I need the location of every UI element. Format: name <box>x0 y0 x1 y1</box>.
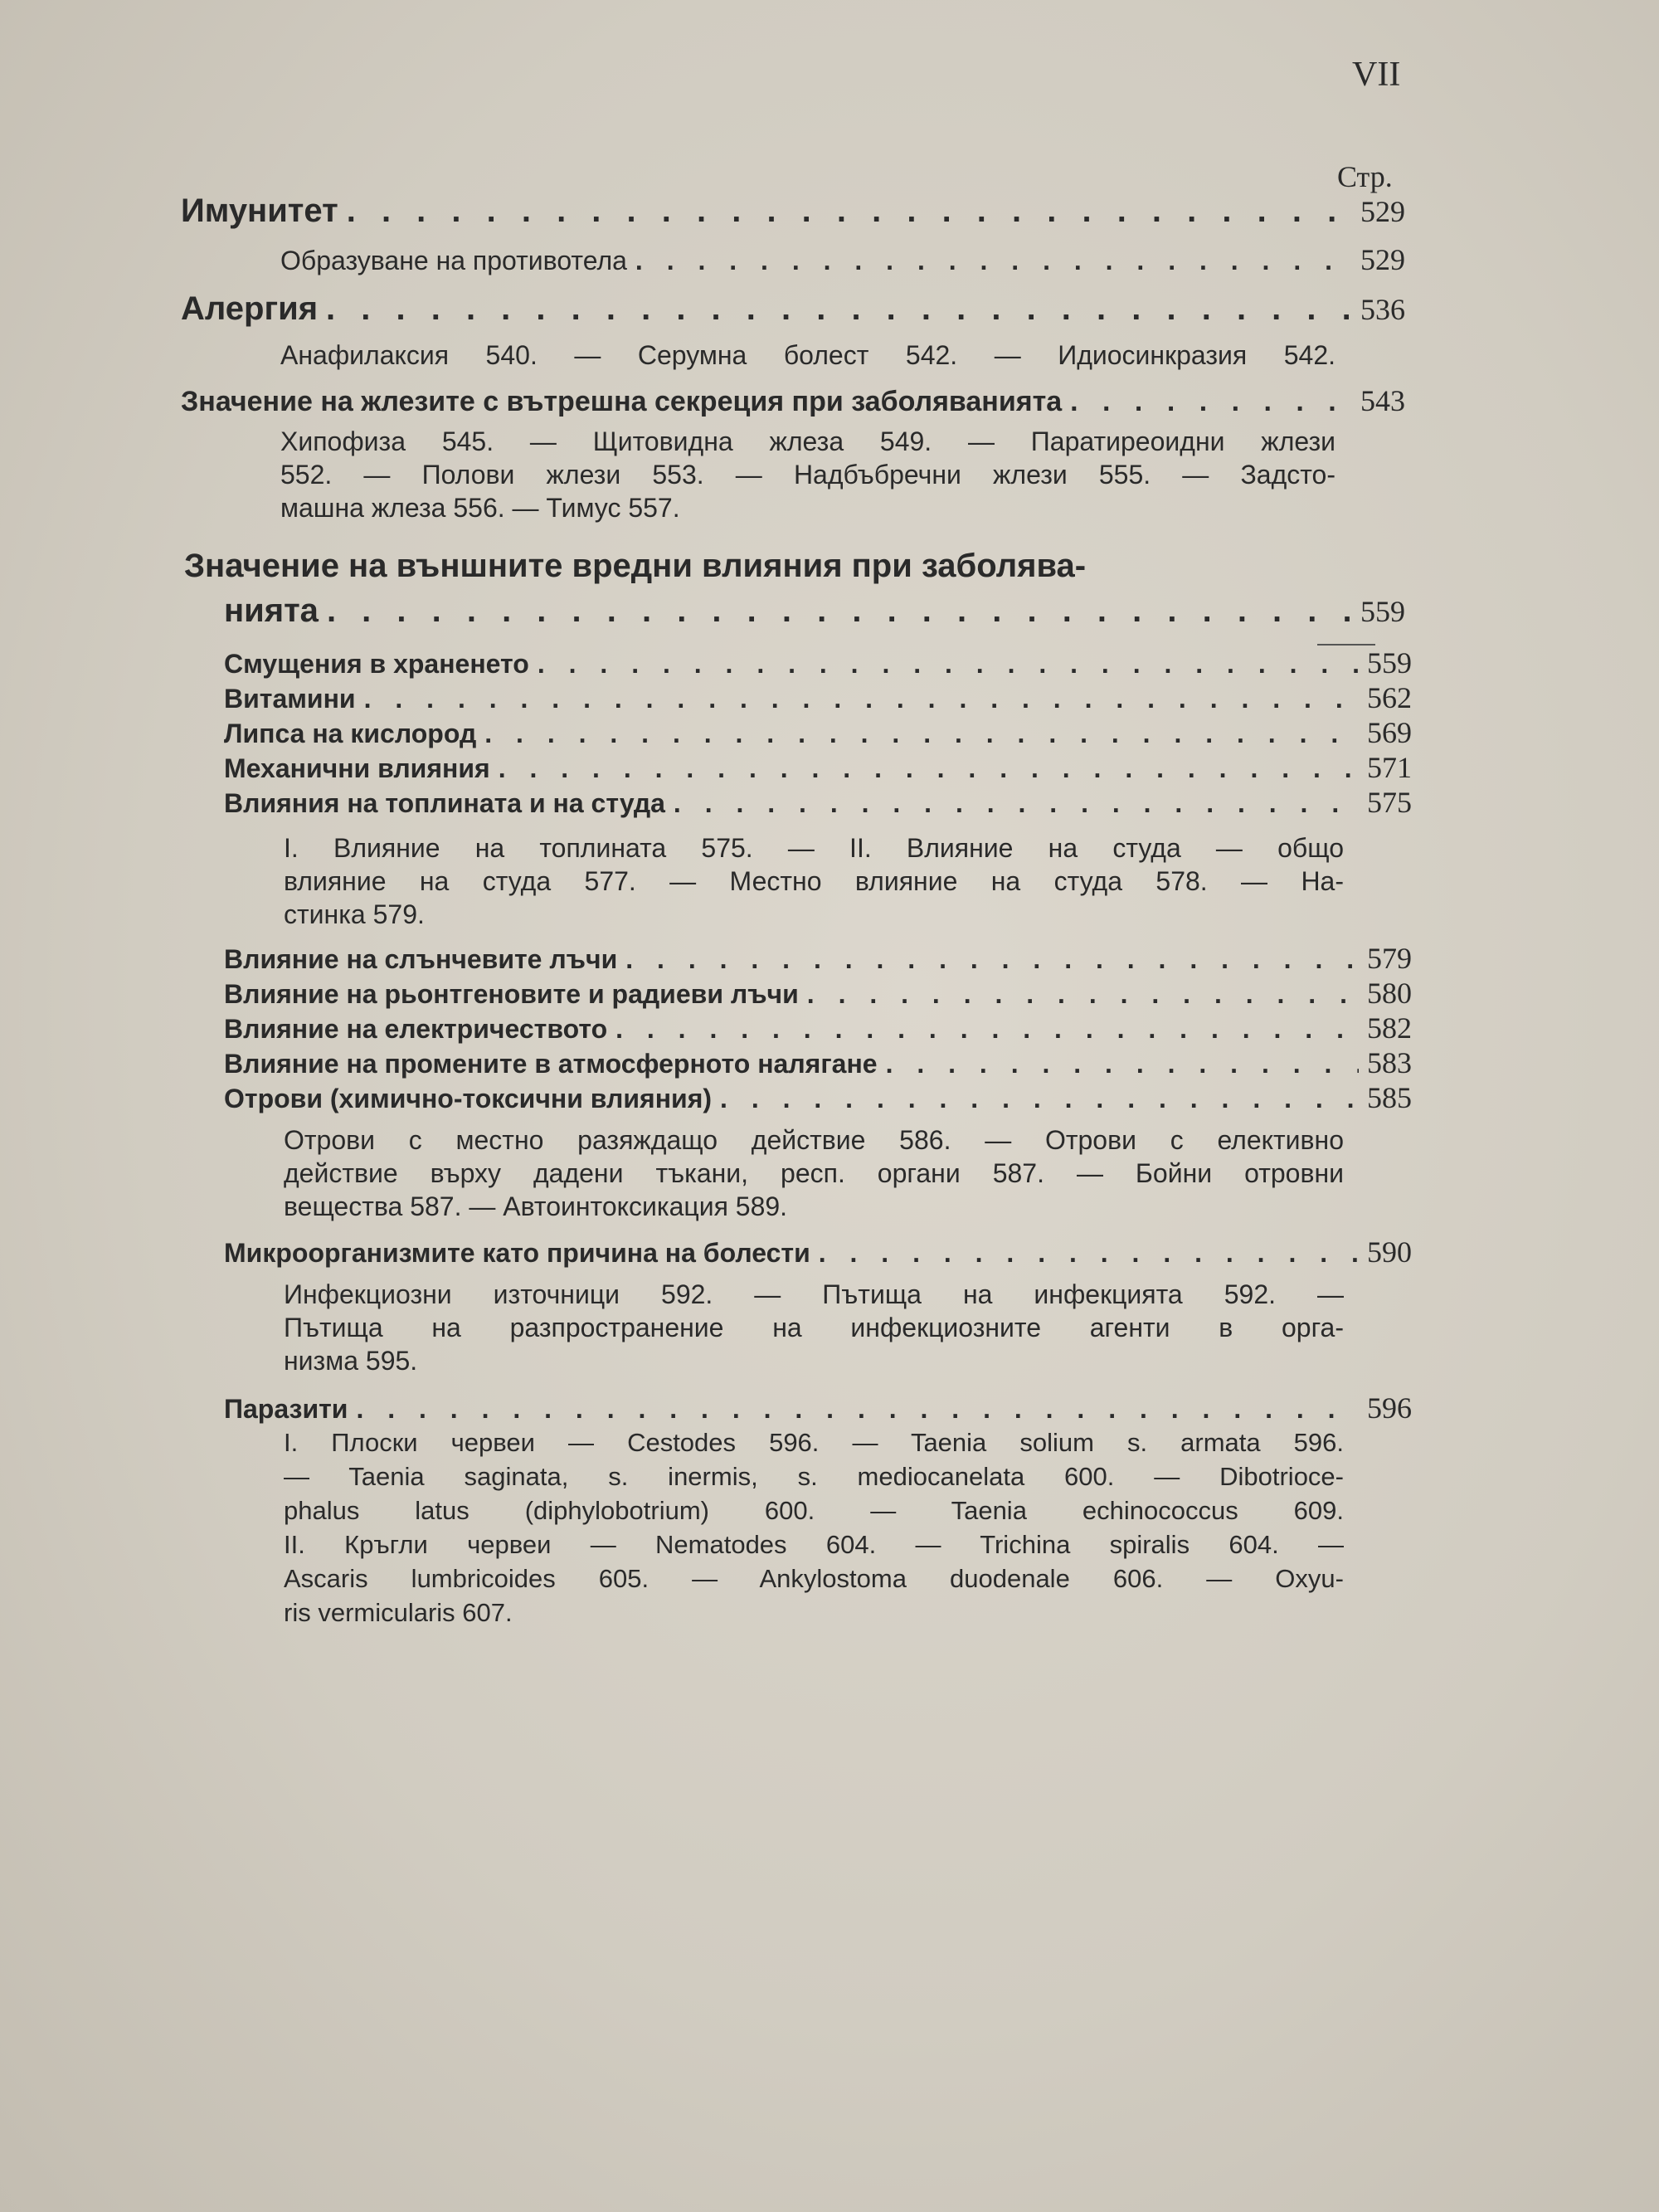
toc-entry-page: 536 <box>1360 293 1405 326</box>
leader-dots <box>538 649 1359 680</box>
toc-entry-otrovi <box>224 1080 1412 1115</box>
toc-entry-title: Влияние на рьонтгеновите и радиеви лъчи <box>224 979 799 1009</box>
text-line: вещества 587. — Автоинтоксикация 589. <box>284 1191 788 1221</box>
text-line: Ascaris lumbricoides 605. — Ankylostoma duodenale 606. — Oxyu- <box>284 1564 1344 1593</box>
toc-entry-page: 529 <box>1360 195 1405 228</box>
toc-entry-title: Алергия <box>181 290 319 327</box>
toc-entry-smushtenia <box>224 646 1412 680</box>
toc-entry-title: Влияние на електричеството <box>224 1014 608 1044</box>
text-line: стинка 579. <box>284 899 425 929</box>
toc-entry-title: Механични влияния <box>224 753 490 783</box>
toc-entry-title: Имунитет <box>181 192 338 229</box>
toc-entry-title: Паразити <box>224 1394 348 1424</box>
toc-entry-title: Отрови (химично-токсични влияния) <box>224 1084 713 1113</box>
toc-subentries-zhlezi <box>280 425 1335 524</box>
toc-entry-title: Липса на кислород <box>224 719 477 748</box>
toc-entry-title: Влияние на слънчевите лъчи <box>224 944 618 974</box>
text-line: ris vermicularis 607. <box>284 1598 513 1627</box>
leader-dots <box>484 719 1359 749</box>
toc-subentries-paraziti <box>284 1425 1344 1630</box>
toc-entry-toplina <box>224 785 1412 820</box>
toc-entry-title: Значение на жлезите с вътрешна секреция при заболяванията <box>181 386 1063 417</box>
toc-entry-page: 582 <box>1367 1011 1412 1045</box>
text-line: действие върху дадени тъкани, респ. органи 587. — Бойни отровни <box>284 1158 1344 1188</box>
text-line: Анафилаксия 540. — Серумна болест 542. — Идиосинкразия 542. <box>280 340 1335 370</box>
page-column-label: Стр. <box>1337 160 1393 193</box>
toc-entry-page: 571 <box>1367 751 1412 784</box>
toc-entry-page: 580 <box>1367 977 1412 1010</box>
leader-dots <box>327 592 1352 630</box>
toc-entry-page: 559 <box>1360 595 1405 628</box>
text-line: Хипофиза 545. — Щитовидна жлеза 549. — Паратиреоидни жлези <box>280 426 1335 456</box>
toc-entry-vanshni-line2 <box>224 592 1405 630</box>
toc-entry-page: 579 <box>1367 942 1412 975</box>
toc-entry-title: Значение на външните вредни влияния при заболява- <box>184 548 1087 584</box>
toc-entry-page: 543 <box>1360 384 1405 417</box>
toc-subentries-alergia <box>280 339 1335 372</box>
toc-entry-alergia <box>181 290 1405 328</box>
text-line: I. Влияние на топлината 575. — II. Влияние на студа — общо <box>284 833 1344 863</box>
leader-dots <box>807 979 1359 1010</box>
text-line: I. Плоски червеи — Cestodes 596. — Taenia solium s. armata 596. <box>284 1428 1344 1457</box>
toc-entry-paraziti <box>224 1391 1412 1425</box>
toc-entry-page: 585 <box>1367 1081 1412 1114</box>
toc-entry-rontgen <box>224 976 1412 1011</box>
leader-dots <box>886 1049 1359 1079</box>
text-line: Пътища на разпространение на инфекциозните агенти в орга- <box>284 1313 1344 1342</box>
toc-entry-zhlezi <box>181 383 1405 418</box>
leader-dots <box>720 1084 1359 1114</box>
toc-entry-mikroorganizmi <box>224 1235 1412 1269</box>
leader-dots <box>499 753 1359 784</box>
toc-entry-title: Образуване на противотела <box>280 246 627 275</box>
text-line: II. Кръгли червеи — Nematodes 604. — Trichina spiralis 604. — <box>284 1530 1344 1559</box>
text-line: — Taenia saginata, s. inermis, s. mediocanelata 600. — Dibotrioce- <box>284 1462 1344 1491</box>
toc-entry-page: 559 <box>1367 646 1412 680</box>
toc-entry-title: Смущения в храненето <box>224 649 529 679</box>
text-line: Отрови с местно разяждащо действие 586. — Отрови с елективно <box>284 1125 1344 1155</box>
toc-entry-page: 575 <box>1367 786 1412 819</box>
toc-entry-title: Микроорганизмите като причина на болести <box>224 1238 810 1268</box>
leader-dots <box>625 944 1359 975</box>
toc-entry-elektrichestvo <box>224 1011 1412 1045</box>
toc-entry-title: нията <box>224 592 319 629</box>
leader-dots <box>326 290 1352 328</box>
toc-entry-kislorod <box>224 715 1412 750</box>
toc-subentries-mikroorganizmi <box>284 1278 1344 1377</box>
text-line: машна жлеза 556. — Тимус 557. <box>280 493 680 523</box>
leader-dots <box>1070 386 1352 418</box>
leader-dots <box>674 788 1359 819</box>
toc-subentries-toplina <box>284 831 1344 931</box>
leader-dots <box>364 684 1359 714</box>
toc-entry-title: Влияние на промените в атмосферното налягане <box>224 1049 878 1079</box>
text-line: влияние на студа 577. — Местно влияние на студа 578. — На- <box>284 866 1344 896</box>
toc-entry-vitamini <box>224 680 1412 715</box>
toc-entry-page: 583 <box>1367 1046 1412 1079</box>
leader-dots <box>347 192 1352 230</box>
text-line: phalus latus (diphylobotrium) 600. — Taenia echinococcus 609. <box>284 1496 1344 1525</box>
toc-entry-title: Витамини <box>224 684 356 714</box>
toc-entry-atmosferno <box>224 1045 1412 1080</box>
toc-entry-obrazuvane <box>280 242 1405 277</box>
leader-dots <box>356 1394 1359 1425</box>
text-line: Инфекциозни източници 592. — Пътища на инфекцията 592. — <box>284 1279 1344 1309</box>
leader-dots <box>819 1238 1359 1269</box>
toc-entry-page: 529 <box>1360 243 1405 276</box>
leader-dots <box>635 246 1352 276</box>
toc-entry-imunitet <box>181 192 1405 230</box>
toc-entry-title: Влияния на топлината и на студа <box>224 788 665 818</box>
toc-entry-vanshni-line1 <box>184 548 1345 585</box>
toc-subentries-otrovi <box>284 1123 1344 1223</box>
page-number: VII <box>1352 56 1401 94</box>
toc-entry-page: 569 <box>1367 716 1412 749</box>
text-line: 552. — Полови жлези 553. — Надбъбречни жлези 555. — Задсто- <box>280 460 1335 490</box>
toc-entry-page: 596 <box>1367 1391 1412 1425</box>
toc-entry-page: 590 <box>1367 1235 1412 1269</box>
text-line: низма 595. <box>284 1346 418 1376</box>
toc-entry-slanchevi <box>224 941 1412 976</box>
leader-dots <box>615 1014 1359 1045</box>
toc-entry-page: 562 <box>1367 681 1412 714</box>
toc-entry-mehanichni <box>224 750 1412 785</box>
